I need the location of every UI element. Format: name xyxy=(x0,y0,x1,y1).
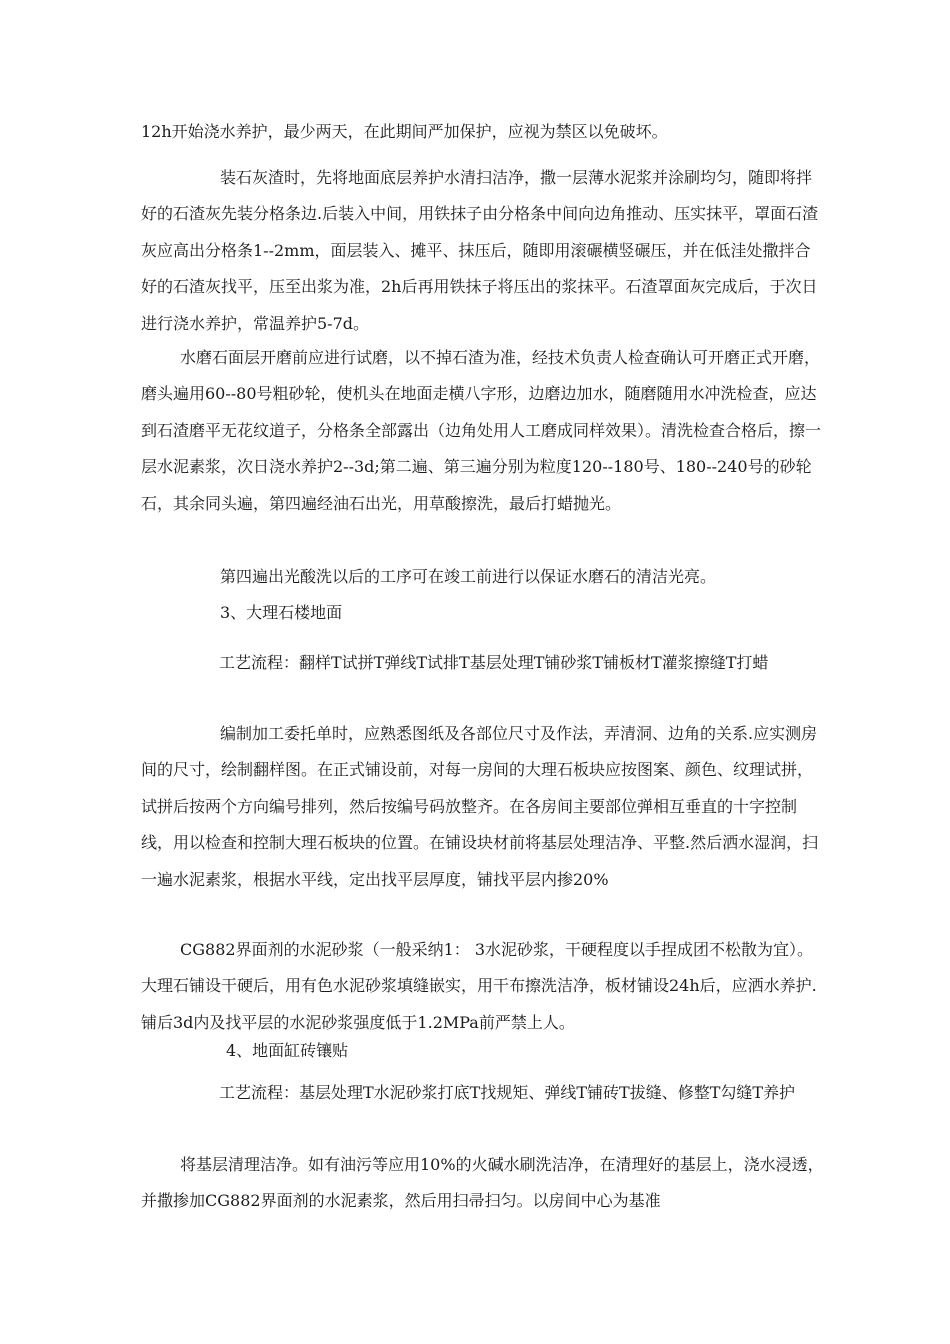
paragraph-tile-base-cleaning: 将基层清理洁净。如有油污等应用10%的火碱水刷洗洁净，在清理好的基层上，浇水浸透，并撒掺加CG882界面剂的水泥素浆，然后用扫帚扫匀。以房间中心为基准 xyxy=(141,1155,824,1211)
section-heading-floor-tile: 4、地面缸砖镶贴 xyxy=(226,1041,349,1060)
section-heading-marble-floor: 3、大理石楼地面 xyxy=(220,603,343,622)
paragraph-curing-continuation: 12h开始浇水养护，最少两天，在此期间严加保护，应视为禁区以免破坏。 xyxy=(141,122,668,141)
paragraph-final-polish: 第四遍出光酸洗以后的工序可在竣工前进行以保证水磨石的清洁光亮。 xyxy=(220,567,717,586)
paragraph-marble-preparation: 编制加工委托单时，应熟悉图纸及各部位尺寸及作法，弄清洞、边角的关系.应实测房间的尺寸，绘制翻样图。在正式铺设前，对每一房间的大理石板块应按图案、颜色、纹理试拼，试拼后按两个方向编号排列，然后按编号码放整齐。在各房间主要部位弹相互垂直的十字控制线，用以检查和控制大理石板块的位置。在铺设块材前将基层处理洁净、平整.然后洒水湿润，扫一遍水泥素浆，根据水平线，定出找平层厚度，铺找平层内掺20% xyxy=(141,724,819,889)
paragraph-marble-process-flow: 工艺流程：翻样T试拼T弹线T试排T基层处理T铺砂浆T铺板材T灌浆擦缝T打蜡 xyxy=(219,653,769,672)
paragraph-stone-ash-placement: 装石灰渣时，先将地面底层养护水清扫洁净，撒一层薄水泥浆并涂刷均匀，随即将拌好的石渣灰先装分格条边.后装入中间，用铁抹子由分格条中间向边角推动、压实抹平，罩面石渣灰应高出分格条1--2mm，面层装入、摊平、抹压后，随即用滚碾横竖碾压，并在低洼处撒拌合好的石渣灰找平，压至出浆为准，2h后再用铁抹子将压出的浆抹平。石渣罩面灰完成后，于次日进行浇水养护，常温养护5-7d。 xyxy=(141,168,819,333)
paragraph-tile-process-flow: 工艺流程：基层处理T水泥砂浆打底T找规矩、弹线T铺砖T拔缝、修整T勾缝T养护 xyxy=(219,1083,796,1102)
paragraph-terrazzo-grinding: 水磨石面层开磨前应进行试磨，以不掉石渣为准，经技术负责人检查确认可开磨正式开磨，磨头遍用60--80号粗砂轮，使机头在地面走横八字形，边磨边加水，随磨随用水冲洗检查，应达到石渣磨平无花纹道子，分格条全部露出（边角处用人工磨成同样效果）。清洗检查合格后，擦一层水泥素浆，次日浇水养护2--3d;第二遍、第三遍分别为粒度120--180号、180--240号的砂轮石，其余同头遍，第四遍经油石出光，用草酸擦洗，最后打蜡抛光。 xyxy=(141,348,822,513)
paragraph-marble-mortar: CG882界面剂的水泥砂浆（一般采纳1： 3水泥砂浆，干硬程度以手捏成团不松散为宜）。大理石铺设干硬后，用有色水泥砂浆填缝嵌实，用干布擦洗洁净，板材铺设24h后，应洒水养护.铺后3d内及找平层的水泥砂浆强度低于1.2MPa前严禁上人。 xyxy=(141,940,817,1032)
